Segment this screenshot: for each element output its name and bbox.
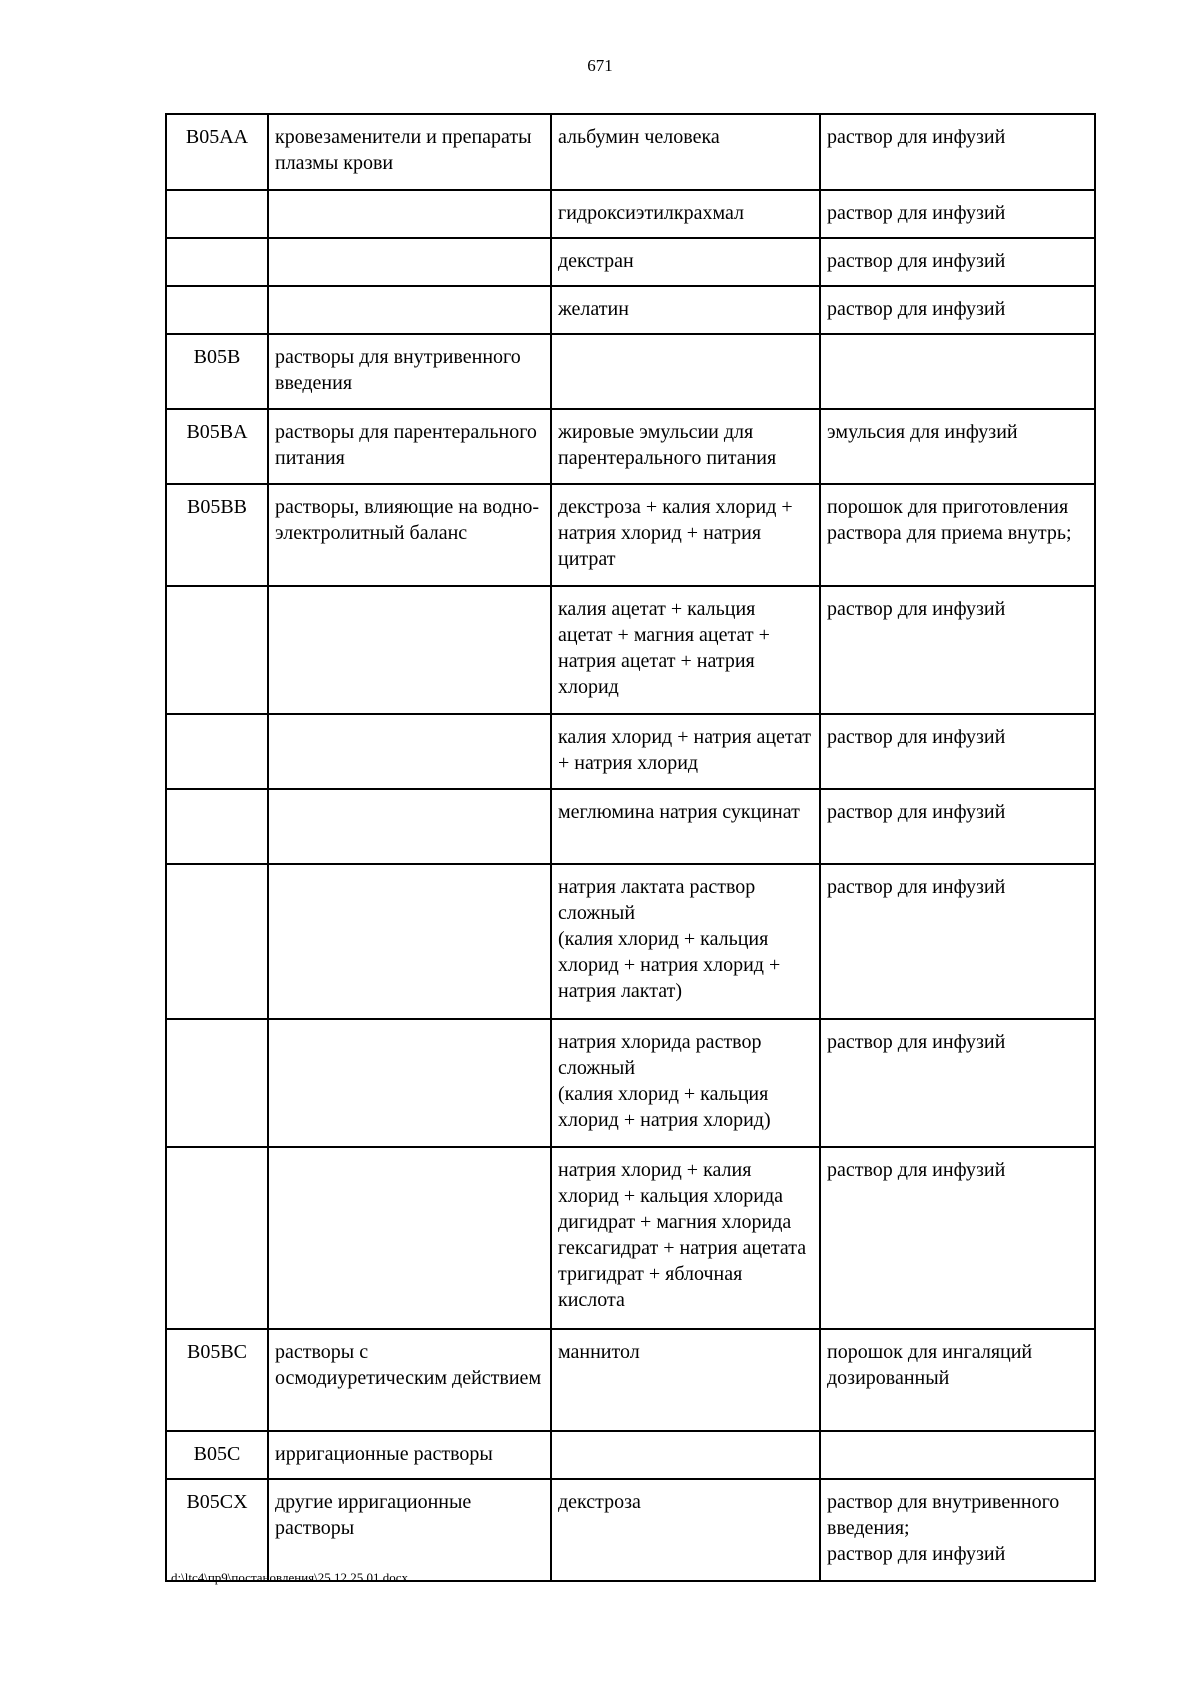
group-name-cell — [268, 238, 551, 286]
table-row — [166, 238, 1095, 286]
table-row — [166, 334, 1095, 409]
substance-cell: гидроксиэтилкрахмал — [551, 190, 820, 238]
dosage-form-cell: раствор для внутривенного введения; раствор для инфузий — [820, 1479, 1095, 1581]
table-row — [166, 864, 1095, 1019]
substance-cell — [551, 334, 820, 409]
dosage-form-cell: раствор для инфузий — [820, 789, 1095, 864]
substance-cell: калия ацетат + кальция ацетат + магния ацетат + натрия ацетат + натрия хлорид — [551, 586, 820, 714]
dosage-form-cell: раствор для инфузий — [820, 864, 1095, 1019]
substance-cell: натрия хлорида раствор сложный (калия хлорид + кальция хлорид + натрия хлорид) — [551, 1019, 820, 1147]
substance-cell: калия хлорид + натрия ацетат + натрия хлорид — [551, 714, 820, 789]
atc-code-cell: B05BA — [166, 409, 268, 484]
dosage-form-cell: раствор для инфузий — [820, 238, 1095, 286]
group-name-cell — [268, 190, 551, 238]
table-row — [166, 484, 1095, 586]
dosage-form-cell: раствор для инфузий — [820, 1019, 1095, 1147]
atc-code-cell: B05CX — [166, 1479, 268, 1581]
atc-code-cell — [166, 238, 268, 286]
group-name-cell: ирригационные растворы — [268, 1431, 551, 1479]
group-name-cell: кровезаменители и препараты плазмы крови — [268, 114, 551, 190]
dosage-form-cell: эмульсия для инфузий — [820, 409, 1095, 484]
substance-cell: маннитол — [551, 1329, 820, 1431]
drug-table — [165, 113, 1096, 1582]
group-name-cell — [268, 586, 551, 714]
drug-table-body — [166, 114, 1095, 1581]
table-row — [166, 586, 1095, 714]
atc-code-cell — [166, 1147, 268, 1329]
atc-code-cell — [166, 714, 268, 789]
dosage-form-cell: раствор для инфузий — [820, 586, 1095, 714]
table-row — [166, 1329, 1095, 1431]
substance-cell: натрия лактата раствор сложный (калия хлорид + кальция хлорид + натрия хлорид + натрия лактат) — [551, 864, 820, 1019]
group-name-cell: растворы с осмодиуретическим действием — [268, 1329, 551, 1431]
atc-code-cell — [166, 789, 268, 864]
table-row — [166, 714, 1095, 789]
group-name-cell — [268, 1019, 551, 1147]
substance-cell: жировые эмульсии для парентерального питания — [551, 409, 820, 484]
atc-code-cell — [166, 586, 268, 714]
atc-code-cell: B05C — [166, 1431, 268, 1479]
dosage-form-cell: раствор для инфузий — [820, 1147, 1095, 1329]
atc-code-cell: B05B — [166, 334, 268, 409]
dosage-form-cell: раствор для инфузий — [820, 114, 1095, 190]
substance-cell: декстроза + калия хлорид + натрия хлорид + натрия цитрат — [551, 484, 820, 586]
atc-code-cell: B05BC — [166, 1329, 268, 1431]
atc-code-cell — [166, 190, 268, 238]
substance-cell: альбумин человека — [551, 114, 820, 190]
dosage-form-cell — [820, 1431, 1095, 1479]
dosage-form-cell: порошок для ингаляций дозированный — [820, 1329, 1095, 1431]
table-row — [166, 1019, 1095, 1147]
atc-code-cell: B05AA — [166, 114, 268, 190]
table-row — [166, 114, 1095, 190]
group-name-cell — [268, 1147, 551, 1329]
group-name-cell — [268, 714, 551, 789]
group-name-cell — [268, 286, 551, 334]
table-row — [166, 286, 1095, 334]
table-row — [166, 409, 1095, 484]
substance-cell: желатин — [551, 286, 820, 334]
table-row — [166, 1147, 1095, 1329]
group-name-cell — [268, 864, 551, 1019]
dosage-form-cell: раствор для инфузий — [820, 714, 1095, 789]
dosage-form-cell — [820, 334, 1095, 409]
group-name-cell: другие ирригационные растворы — [268, 1479, 551, 1581]
table-row — [166, 1431, 1095, 1479]
substance-cell: натрия хлорид + калия хлорид + кальция хлорида дигидрат + магния хлорида гексагидрат + натрия ацетата тригидрат + яблочная кислота — [551, 1147, 820, 1329]
group-name-cell: растворы, влияющие на водно-электролитный баланс — [268, 484, 551, 586]
atc-code-cell — [166, 864, 268, 1019]
group-name-cell: растворы для парентерального питания — [268, 409, 551, 484]
substance-cell: декстроза — [551, 1479, 820, 1581]
table-row — [166, 190, 1095, 238]
atc-code-cell: B05BB — [166, 484, 268, 586]
substance-cell: декстран — [551, 238, 820, 286]
page-number: 671 — [587, 56, 613, 75]
file-path-footer: d:\ltc4\пр9\постановления\25.12.25.01.docx — [171, 1570, 409, 1585]
dosage-form-cell: порошок для приготовления раствора для приема внутрь; — [820, 484, 1095, 586]
substance-cell — [551, 1431, 820, 1479]
atc-code-cell — [166, 286, 268, 334]
group-name-cell: растворы для внутривенного введения — [268, 334, 551, 409]
table-row — [166, 789, 1095, 864]
substance-cell: меглюмина натрия сукцинат — [551, 789, 820, 864]
dosage-form-cell: раствор для инфузий — [820, 286, 1095, 334]
group-name-cell — [268, 789, 551, 864]
atc-code-cell — [166, 1019, 268, 1147]
dosage-form-cell: раствор для инфузий — [820, 190, 1095, 238]
table-row — [166, 1479, 1095, 1581]
